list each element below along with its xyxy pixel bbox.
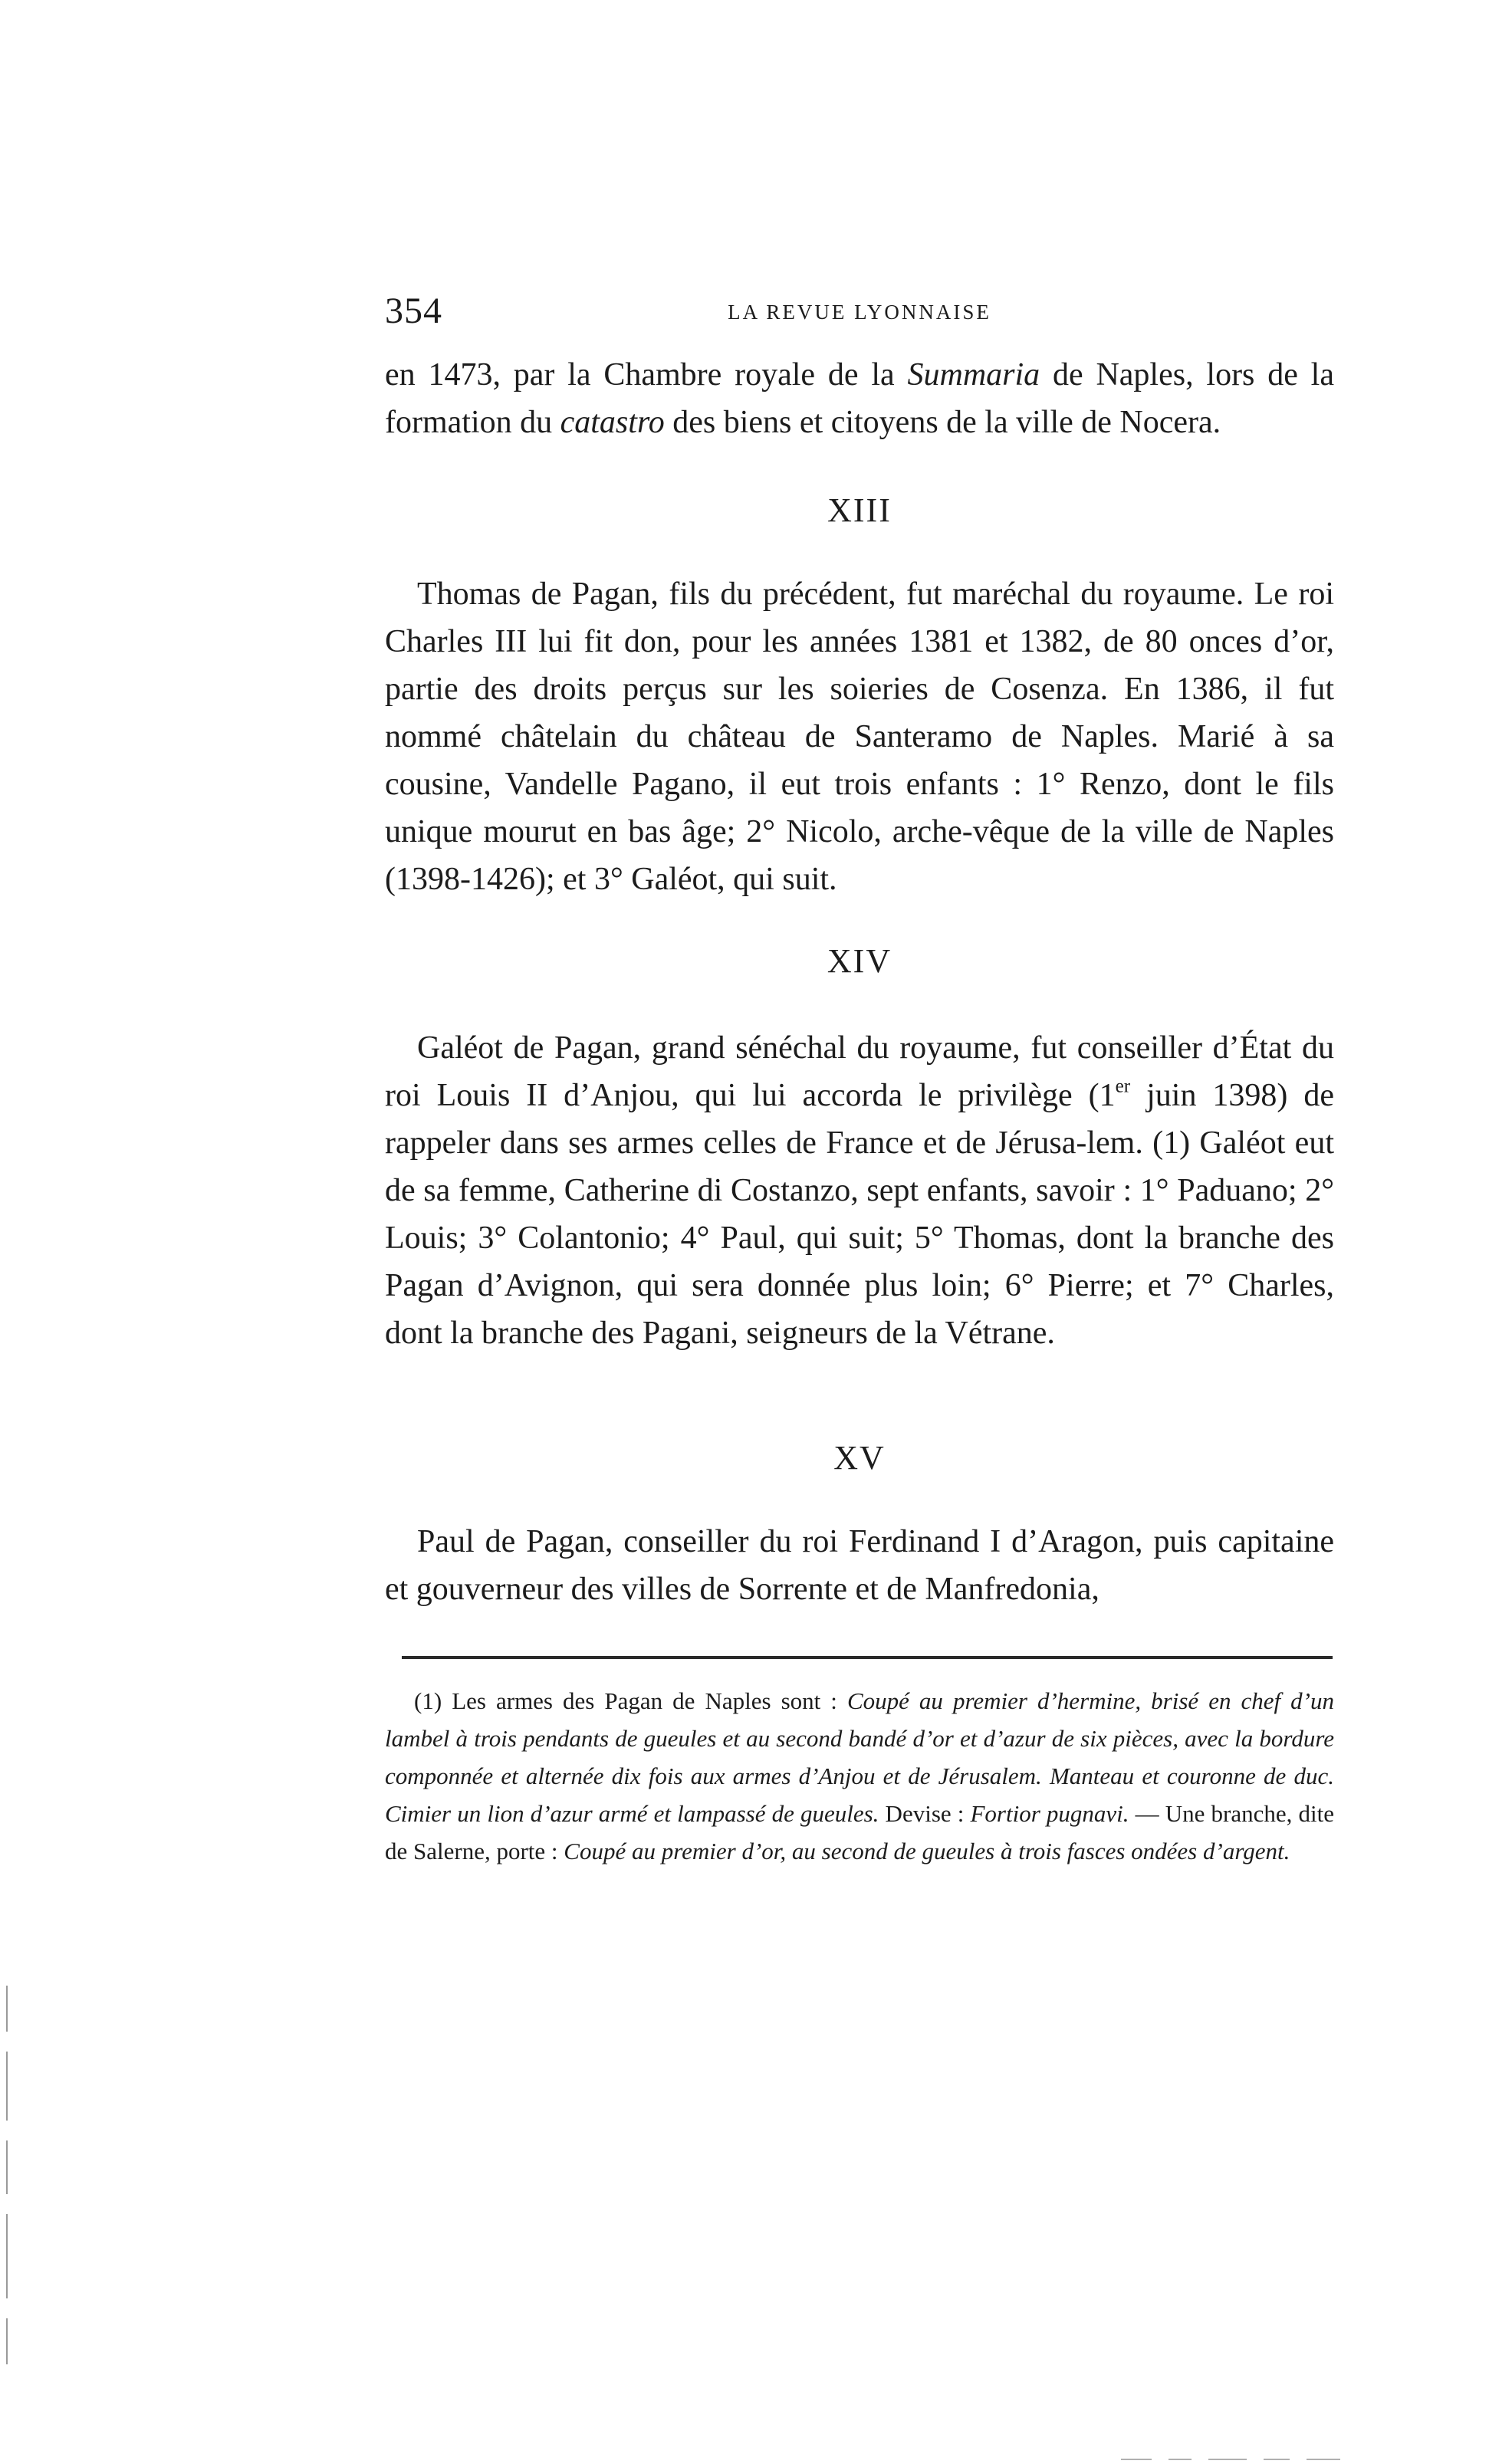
italic-term-catastro: catastro [560,405,665,440]
paragraph-text [385,1024,1334,1357]
bottom-scan-marks [1121,2450,1443,2453]
text-run: Galéot de Pagan, grand sénéchal du royaume, fut conseiller d’État du roi Louis II d’Anjou, qui lui accorda le privilège (1 [385,1030,1334,1113]
text-run: — Une branche, dite de Salerne, porte : [385,1800,1335,1864]
italic-term-summaria: Summaria [907,357,1040,393]
italic-blazon: Coupé au premier d’hermine, brisé en chef d’un lambel à trois pendants de gueules et au second bandé d’or et d’azur de six pièces, avec la bordure componnée et alternée dix fois aux armes d’Anjou et de Jérusalem. Manteau et couronne de duc. Cimier un lion d’azur armé et lampassé de gueules. [385,1687,1334,1827]
text-run: Les armes des Pagan de Naples sont : [442,1687,847,1714]
text-run: de Naples, lors de la formation du [385,357,1334,440]
opening-paragraph [385,351,1334,446]
text-run: Devise : [879,1800,971,1827]
section-heading-xiv: XIV [827,942,892,980]
margin-scan-marks [6,1986,9,2415]
section-xv-body [385,1518,1334,1613]
footnote-divider [402,1656,1333,1659]
text-run: juin 1398) de rappeler dans ses armes celles de France et de Jérusa-lem. (1) Galéot eut de sa femme, Catherine di Costanzo, sept enfants, savoir : 1° Paduano; 2° Louis; 3° Colantonio; 4° Paul, qui suit; 5° Thomas, dont la branche des Pagan d’Avignon, qui sera donnée plus loin; 6° Pierre; et 7° Charles, dont la branche des Pagani, seigneurs de la Vétrane. [385,1078,1335,1351]
footnote-text [385,1682,1334,1870]
footnote [385,1682,1334,1870]
running-head [385,290,1334,336]
paragraph-text: Thomas de Pagan, fils du précédent, fut maréchal du royaume. Le roi Charles III lui fit don, pour les années 1381 et 1382, de 80 onces d’or, partie des droits perçus sur les soieries de Cosenza. En 1386, il fut nommé châtelain du château de Santeramo de Naples. Marié à sa cousine, Vandelle Pagano, il eut trois enfants : 1° Renzo, dont le fils unique mourut en bas âge; 2° Nicolo, arche-vêque de la ville de Naples (1398-1426); et 3° Galéot, qui suit. [385,577,1334,897]
paragraph-text: Paul de Pagan, conseiller du roi Ferdinand I d’Aragon, puis capitaine et gouverneur des villes de Sorrente et de Manfredonia, [385,1524,1334,1607]
italic-branch-blazon: Coupé au premier d’or, au second de gueules à trois fasces ondées d’argent. [564,1838,1290,1864]
paragraph-text [385,351,1334,446]
section-heading-xv: XV [833,1439,886,1477]
text-run: des biens et citoyens de la ville de Nocera. [664,405,1221,440]
footnote-marker: (1) [414,1687,442,1714]
section-xiv-body [385,1024,1334,1357]
section-heading-xiii: XIII [827,491,892,529]
superscript: er [1115,1076,1131,1097]
page-number: 354 [385,291,442,331]
section-xiii-body [385,570,1334,903]
italic-devise: Fortior pugnavi. [970,1800,1129,1827]
journal-title: LA REVUE LYONNAISE [728,301,991,324]
text-run: en 1473, par la Chambre royale de la [385,357,908,393]
